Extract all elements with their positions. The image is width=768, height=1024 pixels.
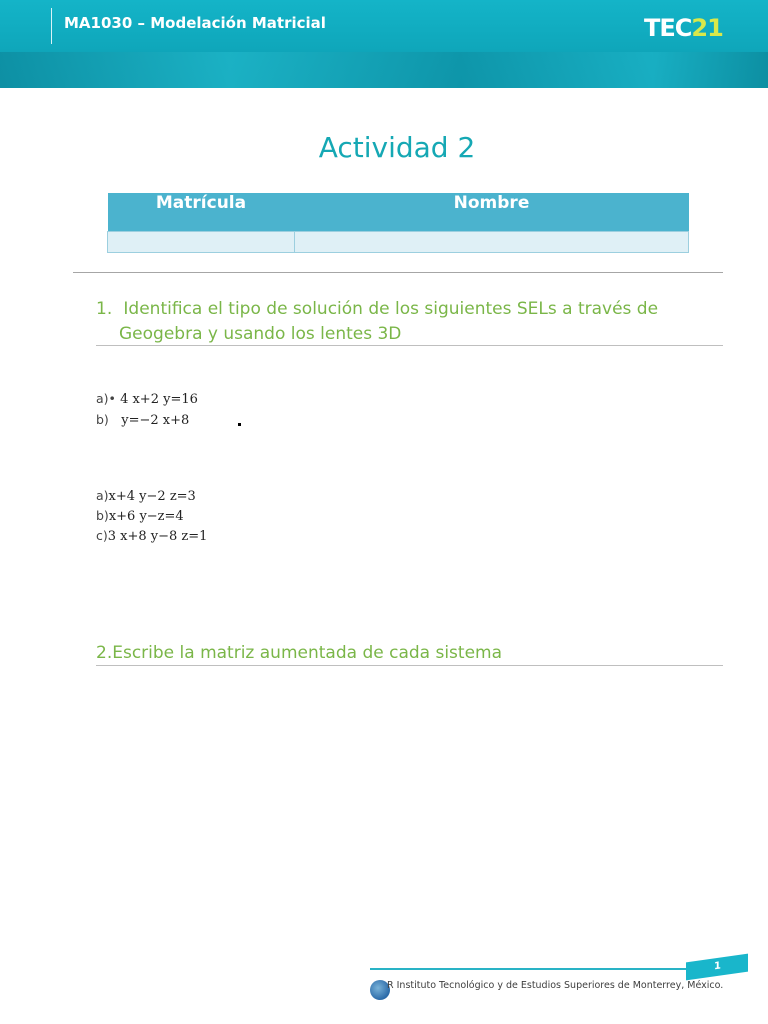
page-number: 1 bbox=[714, 960, 721, 973]
page-title: Actividad 2 bbox=[318, 131, 476, 164]
page-number-tab bbox=[686, 954, 748, 981]
table-header-matricula: Matrícula bbox=[108, 193, 295, 232]
footer-line bbox=[370, 968, 690, 970]
equation-text: x+6 y−z=4 bbox=[108, 509, 184, 524]
header-band bbox=[0, 52, 768, 88]
question-1-rule bbox=[96, 345, 723, 346]
table-header-nombre: Nombre bbox=[295, 193, 689, 232]
question-1-line2: Geogebra y usando los lentes 3D bbox=[119, 324, 402, 344]
equation-label: c) bbox=[96, 528, 108, 543]
equation-set2-b bbox=[96, 508, 184, 524]
equation-label: a)• bbox=[96, 391, 116, 406]
equation-text: 4 x+2 y=16 bbox=[120, 392, 198, 407]
logo-tec-text: TEC bbox=[644, 14, 692, 42]
header-banner bbox=[0, 0, 768, 88]
question-2-rule bbox=[96, 665, 723, 666]
student-id-table bbox=[107, 193, 689, 253]
equation-label: b) bbox=[96, 412, 109, 427]
matricula-cell[interactable] bbox=[108, 232, 295, 253]
tec21-logo bbox=[644, 14, 723, 44]
section-divider bbox=[73, 272, 723, 273]
equation-set1-b bbox=[96, 412, 189, 428]
header-separator bbox=[51, 8, 52, 44]
nombre-cell[interactable] bbox=[295, 232, 689, 253]
equation-set2-a bbox=[96, 488, 196, 504]
footer-copyright: R Instituto Tecnológico y de Estudios Superiores de Monterrey, México. bbox=[387, 980, 724, 991]
question-1-number: 1. bbox=[96, 299, 113, 319]
equation-text: 3 x+8 y−8 z=1 bbox=[107, 529, 208, 544]
question-2-heading: 2.Escribe la matriz aumentada de cada sistema bbox=[96, 643, 503, 663]
equation-set1-a bbox=[96, 391, 198, 407]
equation-label: a) bbox=[96, 488, 109, 503]
equation-label: b) bbox=[96, 508, 109, 523]
logo-number-text: 21 bbox=[691, 14, 723, 42]
question-1-line1: Identifica el tipo de solución de los siguientes SELs a través de bbox=[123, 299, 659, 319]
stray-dot bbox=[238, 423, 241, 426]
equation-set2-c bbox=[96, 528, 207, 544]
equation-text: x+4 y−2 z=3 bbox=[108, 489, 196, 504]
question-1-heading bbox=[96, 297, 716, 347]
equation-text: y=−2 x+8 bbox=[121, 413, 190, 428]
course-title: MA1030 – Modelación Matricial bbox=[64, 14, 326, 32]
